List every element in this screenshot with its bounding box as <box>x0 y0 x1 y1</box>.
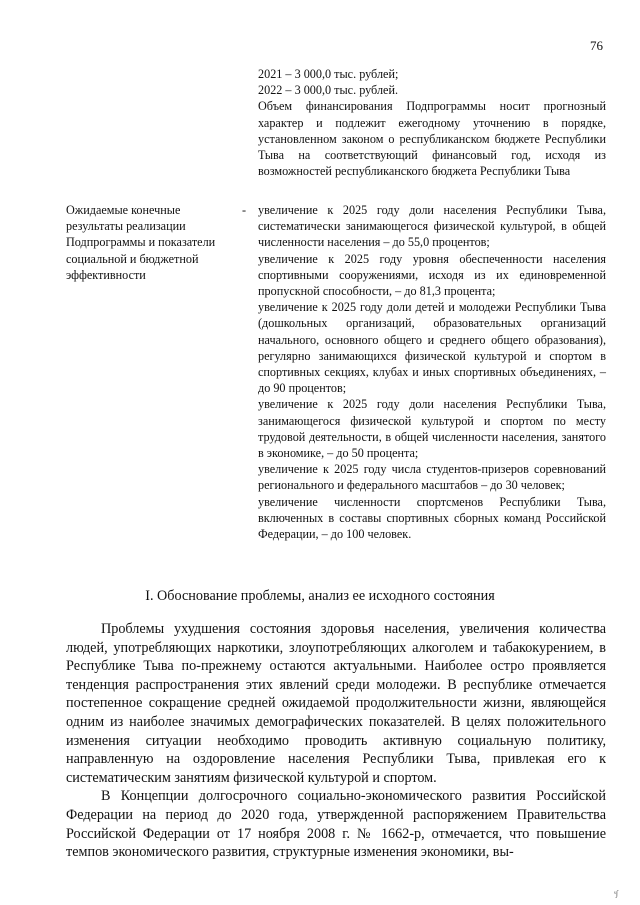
result-item: увеличение к 2025 году числа студентов-призеров соревнований регионального и федерального масштабов – до 30 человек; <box>258 462 606 493</box>
results-dash: - <box>242 203 247 217</box>
result-item: увеличение к 2025 году доли населения Республики Тыва, занимающегося физической культурой и спортом по месту трудовой деятельности, в общей численности населения, занятого в экономике, – до 50 процента; <box>258 397 606 461</box>
funding-line-2022: 2022 – 3 000,0 тыс. рублей. <box>258 83 399 98</box>
body-paragraph: В Концепции долгосрочного социально-экономического развития Российской Федерации на период до 2020 года, утвержденной распоряжением Правительства Российской Федерации от 17 ноября 2008 г. № 1662-р, отмечается, что повышение темпов экономического развития, структурные изменения экономики, вы- <box>66 788 606 861</box>
result-item: увеличение к 2025 году доли детей и молодежи Республики Тыва (дошкольных организаций, образовательных организаций начального, основного общего и среднего общего образования), регулярно занимающихся физической культурой и спортом в спортивных секциях, клубах и иных спортивных объединениях, – до 90 процентов; <box>258 300 606 396</box>
result-item: увеличение численности спортсменов Республики Тыва, включенных в составы спортивных сборных команд Российской Федерации, – до 100 человек. <box>258 494 606 542</box>
corner-mark: ˢ∫ <box>614 889 618 898</box>
section-body <box>66 620 606 862</box>
result-item: увеличение к 2025 году доли населения Республики Тыва, систематически занимающегося физической культурой, в общей численности населения – до 55,0 процентов; <box>258 203 606 250</box>
funding-note: Объем финансирования Подпрограммы носит прогнозный характер и подлежит ежегодному уточнению в порядке, установленном законом о республиканском бюджете Республики Тыва на соответствующий финансовый год, исходя из возможностей республиканского бюджета Республики Тыва <box>258 99 606 179</box>
section-heading: I. Обоснование проблемы, анализ ее исходного состояния <box>145 588 495 604</box>
body-paragraph: Проблемы ухудшения состояния здоровья населения, увеличения количества людей, употребляющих наркотики, злоупотребляющих алкоголем и табакокурением, в Республике Тыва по-прежнему остаются актуальными. Наиболее остро проявляется тенденция распространения этих явлений среди молодежи. В республике отмечается постепенное сокращение средней ожидаемой продолжительности жизни, являющейся одним из наиболее значимых демографических показателей. В целях положительного изменения ситуации необходимо проводить активную социальную политику, направленную на оздоровление населения Республики Тыва, привлекая его к систематическим занятиям физической культурой и спортом. <box>66 621 606 786</box>
funding-line-2021: 2021 – 3 000,0 тыс. рублей; <box>258 67 399 81</box>
result-item: увеличение к 2025 году уровня обеспеченности населения спортивными сооружениями, исходя из их единовременной пропускной способности, – до 81,3 процента; <box>258 251 606 299</box>
funding-block <box>258 66 606 179</box>
page-number: 76 <box>590 38 603 53</box>
results-label: Ожидаемые конечные результаты реализации Подпрограммы и показатели социальной и бюджетной эффективности <box>66 203 216 282</box>
results-list <box>258 202 606 542</box>
